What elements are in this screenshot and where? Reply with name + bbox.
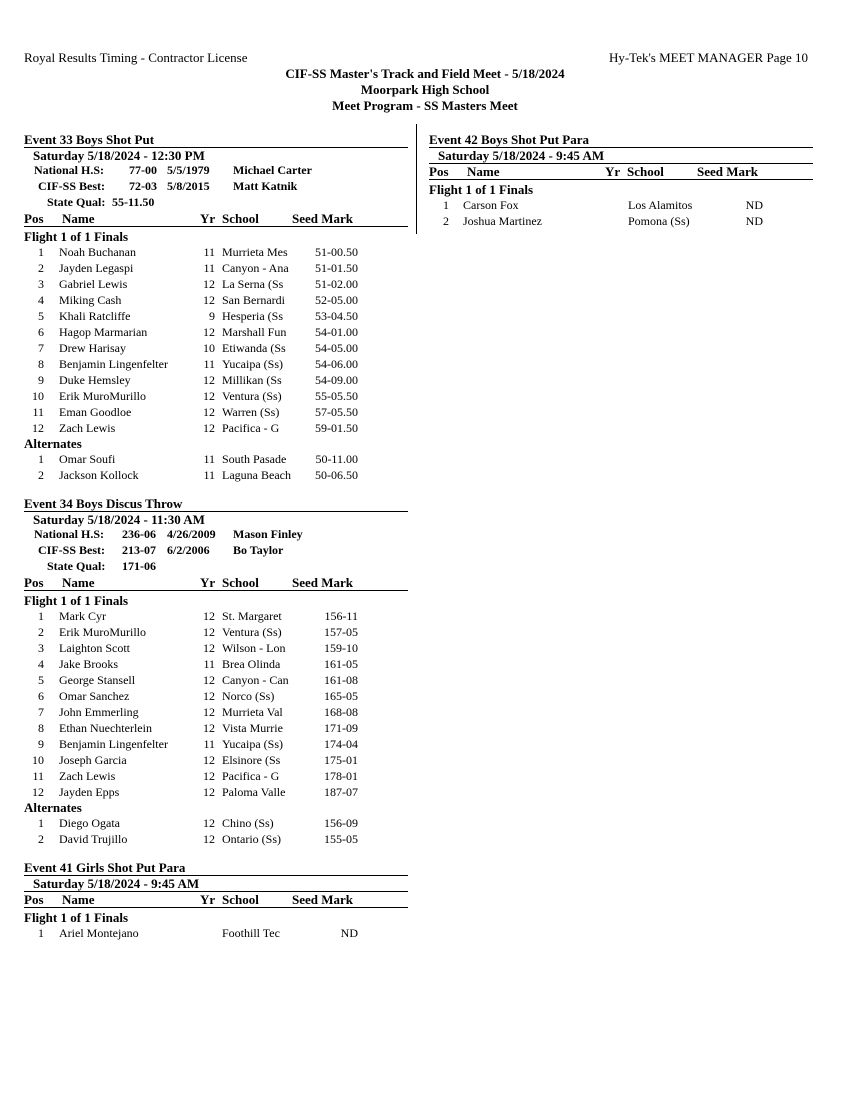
athlete-name: Zach Lewis bbox=[59, 769, 116, 783]
col-pos: Pos bbox=[24, 892, 44, 907]
athlete-year: 12 bbox=[203, 609, 215, 623]
seed-mark: 59-01.50 bbox=[315, 421, 358, 435]
seed-mark: 165-05 bbox=[324, 689, 358, 703]
athlete-year: 12 bbox=[203, 641, 215, 655]
column-header bbox=[429, 164, 813, 180]
record-label: National H.S: bbox=[34, 527, 105, 541]
event-42-section bbox=[429, 132, 813, 229]
seed-mark: 51-02.00 bbox=[315, 277, 358, 291]
event-title: Event 34 Boys Discus Throw bbox=[24, 496, 408, 512]
athlete-name: Benjamin Lingenfelter bbox=[59, 357, 168, 371]
athlete-name: Duke Hemsley bbox=[59, 373, 131, 387]
seed-mark: 161-08 bbox=[324, 673, 358, 687]
record-mark: 213-07 bbox=[122, 543, 156, 557]
athlete-year: 12 bbox=[203, 705, 215, 719]
seed-mark: 50-11.00 bbox=[315, 452, 358, 466]
entry-row bbox=[24, 720, 408, 736]
record-date: 6/2/2006 bbox=[167, 543, 210, 557]
col-yr: Yr bbox=[200, 575, 216, 590]
entry-pos: 2 bbox=[38, 468, 44, 482]
alternate-row bbox=[24, 815, 408, 831]
entry-row bbox=[24, 244, 408, 260]
entry-pos: 1 bbox=[38, 926, 44, 940]
entry-pos: 1 bbox=[38, 452, 44, 466]
seed-mark: 51-00.50 bbox=[315, 245, 358, 259]
record-row bbox=[24, 527, 408, 543]
school-name: Murrieta Mes bbox=[222, 245, 288, 259]
entry-pos: 11 bbox=[32, 405, 44, 419]
athlete-name: Ariel Montejano bbox=[59, 926, 139, 940]
entry-row bbox=[24, 260, 408, 276]
record-label: CIF-SS Best: bbox=[38, 543, 106, 557]
col-yr: Yr bbox=[605, 164, 621, 179]
entry-row bbox=[24, 276, 408, 292]
school-name: St. Margaret bbox=[222, 609, 282, 623]
event-date: Saturday 5/18/2024 - 12:30 PM bbox=[33, 148, 205, 163]
venue-title: Moorpark High School bbox=[360, 82, 490, 97]
athlete-year: 9 bbox=[209, 309, 215, 323]
athlete-name: Miking Cash bbox=[59, 293, 122, 307]
seed-mark: 54-09.00 bbox=[315, 373, 358, 387]
license-text: Royal Results Timing - Contractor License bbox=[24, 50, 248, 65]
athlete-name: Carson Fox bbox=[463, 198, 519, 212]
entry-row bbox=[24, 640, 408, 656]
athlete-year: 12 bbox=[203, 769, 215, 783]
school-name: Brea Olinda bbox=[222, 657, 281, 671]
col-name: Name bbox=[467, 164, 500, 179]
entry-pos: 12 bbox=[32, 785, 44, 799]
school-name: Paloma Valle bbox=[222, 785, 286, 799]
athlete-year: 12 bbox=[203, 689, 215, 703]
entry-pos: 8 bbox=[38, 721, 44, 735]
entry-row bbox=[24, 340, 408, 356]
school-name: Laguna Beach bbox=[222, 468, 291, 482]
school-name: Hesperia (Ss bbox=[222, 309, 283, 323]
record-row bbox=[24, 543, 408, 559]
entry-row bbox=[429, 197, 813, 213]
seed-mark: 53-04.50 bbox=[315, 309, 358, 323]
alternate-row bbox=[24, 831, 408, 847]
record-mark: 236-06 bbox=[122, 527, 156, 541]
seed-mark: 54-05.00 bbox=[315, 341, 358, 355]
record-mark: 77-00 bbox=[129, 163, 157, 177]
athlete-year: 12 bbox=[203, 421, 215, 435]
record-label: State Qual: bbox=[47, 195, 106, 209]
alternate-row bbox=[24, 451, 408, 467]
athlete-year: 12 bbox=[203, 785, 215, 799]
school-name: Chino (Ss) bbox=[222, 816, 274, 830]
event-34-section bbox=[24, 496, 408, 847]
entry-pos: 6 bbox=[38, 325, 44, 339]
athlete-year: 11 bbox=[203, 261, 215, 275]
flight-label: Flight 1 of 1 Finals bbox=[24, 910, 129, 925]
school-name: South Pasade bbox=[222, 452, 287, 466]
seed-mark: 57-05.50 bbox=[315, 405, 358, 419]
entry-row bbox=[24, 704, 408, 720]
athlete-year: 11 bbox=[203, 357, 215, 371]
record-label: State Qual: bbox=[47, 559, 106, 573]
col-school: School bbox=[627, 164, 664, 179]
seed-mark: 51-01.50 bbox=[315, 261, 358, 275]
record-row bbox=[24, 179, 408, 195]
school-name: Foothill Tec bbox=[222, 926, 280, 940]
athlete-name: Hagop Marmarian bbox=[59, 325, 148, 339]
school-name: Yucaipa (Ss) bbox=[222, 737, 283, 751]
record-holder: Bo Taylor bbox=[233, 543, 284, 557]
entry-pos: 2 bbox=[38, 832, 44, 846]
col-pos: Pos bbox=[24, 211, 44, 226]
column-header bbox=[24, 575, 408, 591]
event-title: Event 33 Boys Shot Put bbox=[24, 132, 408, 148]
entry-row bbox=[24, 672, 408, 688]
col-name: Name bbox=[62, 892, 95, 907]
athlete-year: 12 bbox=[203, 816, 215, 830]
athlete-name: Laighton Scott bbox=[59, 641, 130, 655]
entry-pos: 9 bbox=[38, 373, 44, 387]
school-name: Ontario (Ss) bbox=[222, 832, 281, 846]
col-seed: Seed Mark bbox=[292, 892, 354, 907]
record-holder: Mason Finley bbox=[233, 527, 303, 541]
school-name: Wilson - Lon bbox=[222, 641, 286, 655]
entry-pos: 2 bbox=[38, 625, 44, 639]
entry-row bbox=[24, 784, 408, 800]
record-row bbox=[24, 195, 408, 211]
record-row bbox=[24, 163, 408, 179]
athlete-year: 12 bbox=[203, 277, 215, 291]
entry-row bbox=[24, 420, 408, 436]
athlete-name: Omar Soufi bbox=[59, 452, 116, 466]
athlete-year: 11 bbox=[203, 737, 215, 751]
school-name: Canyon - Ana bbox=[222, 261, 289, 275]
record-holder: Michael Carter bbox=[233, 163, 312, 177]
entry-row bbox=[24, 372, 408, 388]
record-mark: 55-11.50 bbox=[112, 195, 155, 209]
record-date: 5/8/2015 bbox=[167, 179, 210, 193]
school-name: Elsinore (Ss bbox=[222, 753, 281, 767]
athlete-year: 11 bbox=[203, 657, 215, 671]
col-seed: Seed Mark bbox=[292, 211, 354, 226]
athlete-year: 12 bbox=[203, 405, 215, 419]
seed-mark: ND bbox=[340, 926, 358, 940]
seed-mark: ND bbox=[745, 198, 763, 212]
entry-pos: 6 bbox=[38, 689, 44, 703]
software-page-label: Hy-Tek's MEET MANAGER Page 10 bbox=[608, 50, 808, 65]
athlete-name: Erik MuroMurillo bbox=[59, 625, 146, 639]
athlete-name: Khali Ratcliffe bbox=[59, 309, 131, 323]
entry-row bbox=[24, 656, 408, 672]
event-date: Saturday 5/18/2024 - 11:30 AM bbox=[33, 512, 205, 527]
entry-pos: 7 bbox=[38, 341, 44, 355]
athlete-name: Zach Lewis bbox=[59, 421, 116, 435]
school-name: Canyon - Can bbox=[222, 673, 289, 687]
entry-pos: 3 bbox=[38, 641, 44, 655]
school-name: La Serna (Ss bbox=[222, 277, 284, 291]
record-date: 5/5/1979 bbox=[167, 163, 210, 177]
athlete-name: Jayden Legaspi bbox=[59, 261, 134, 275]
column-header bbox=[24, 892, 408, 908]
program-title: Meet Program - SS Masters Meet bbox=[332, 98, 518, 113]
col-seed: Seed Mark bbox=[697, 164, 759, 179]
seed-mark: 161-05 bbox=[324, 657, 358, 671]
school-name: Vista Murrie bbox=[222, 721, 283, 735]
seed-mark: 155-05 bbox=[324, 832, 358, 846]
school-name: San Bernardi bbox=[222, 293, 285, 307]
school-name: Millikan (Ss bbox=[222, 373, 282, 387]
entry-pos: 7 bbox=[38, 705, 44, 719]
entry-row bbox=[24, 688, 408, 704]
entry-pos: 5 bbox=[38, 673, 44, 687]
entry-row bbox=[24, 404, 408, 420]
athlete-name: Noah Buchanan bbox=[59, 245, 136, 259]
flight-label: Flight 1 of 1 Finals bbox=[24, 593, 129, 608]
entry-pos: 12 bbox=[32, 421, 44, 435]
col-name: Name bbox=[62, 575, 95, 590]
seed-mark: 171-09 bbox=[324, 721, 358, 735]
entry-row bbox=[24, 308, 408, 324]
seed-mark: 52-05.00 bbox=[315, 293, 358, 307]
school-name: Etiwanda (Ss bbox=[222, 341, 286, 355]
school-name: Norco (Ss) bbox=[222, 689, 275, 703]
entry-pos: 5 bbox=[38, 309, 44, 323]
flight-label: Flight 1 of 1 Finals bbox=[24, 229, 129, 244]
seed-mark: 187-07 bbox=[324, 785, 358, 799]
entry-pos: 1 bbox=[38, 245, 44, 259]
athlete-year: 12 bbox=[203, 373, 215, 387]
col-school: School bbox=[222, 575, 259, 590]
entry-pos: 2 bbox=[443, 214, 449, 228]
athlete-name: Jake Brooks bbox=[59, 657, 118, 671]
event-33-section bbox=[24, 132, 408, 483]
athlete-year: 12 bbox=[203, 721, 215, 735]
athlete-year: 12 bbox=[203, 753, 215, 767]
school-name: Pomona (Ss) bbox=[628, 214, 690, 228]
meet-title: CIF-SS Master's Track and Field Meet - 5/18/2024 bbox=[285, 66, 565, 81]
athlete-year: 12 bbox=[203, 389, 215, 403]
athlete-name: Diego Ogata bbox=[59, 816, 120, 830]
seed-mark: 54-01.00 bbox=[315, 325, 358, 339]
athlete-name: Erik MuroMurillo bbox=[59, 389, 146, 403]
entry-pos: 11 bbox=[32, 769, 44, 783]
seed-mark: 174-04 bbox=[324, 737, 358, 751]
entry-row bbox=[24, 925, 408, 941]
athlete-year: 12 bbox=[203, 673, 215, 687]
entry-row bbox=[24, 608, 408, 624]
school-name: Marshall Fun bbox=[222, 325, 287, 339]
athlete-name: Joseph Garcia bbox=[59, 753, 127, 767]
athlete-name: Jackson Kollock bbox=[59, 468, 139, 482]
seed-mark: 55-05.50 bbox=[315, 389, 358, 403]
col-yr: Yr bbox=[200, 892, 216, 907]
entry-pos: 4 bbox=[38, 293, 44, 307]
col-yr: Yr bbox=[200, 211, 216, 226]
event-41-section bbox=[24, 860, 408, 941]
entry-pos: 1 bbox=[443, 198, 449, 212]
athlete-year: 12 bbox=[203, 325, 215, 339]
alternate-row bbox=[24, 467, 408, 483]
entry-pos: 9 bbox=[38, 737, 44, 751]
entry-pos: 2 bbox=[38, 261, 44, 275]
athlete-year: 11 bbox=[203, 468, 215, 482]
athlete-name: Drew Harisay bbox=[59, 341, 126, 355]
athlete-name: Jayden Epps bbox=[59, 785, 120, 799]
entry-pos: 3 bbox=[38, 277, 44, 291]
athlete-name: Gabriel Lewis bbox=[59, 277, 128, 291]
school-name: Murrieta Val bbox=[222, 705, 283, 719]
athlete-year: 12 bbox=[203, 293, 215, 307]
school-name: Pacifica - G bbox=[222, 769, 280, 783]
column-header bbox=[24, 211, 408, 227]
entry-pos: 1 bbox=[38, 816, 44, 830]
flight-label: Flight 1 of 1 Finals bbox=[429, 182, 534, 197]
entry-row bbox=[24, 752, 408, 768]
record-mark: 171-06 bbox=[122, 559, 156, 573]
seed-mark: 156-09 bbox=[324, 816, 358, 830]
entry-pos: 1 bbox=[38, 609, 44, 623]
entry-pos: 8 bbox=[38, 357, 44, 371]
event-date: Saturday 5/18/2024 - 9:45 AM bbox=[24, 876, 408, 892]
school-name: Warren (Ss) bbox=[222, 405, 280, 419]
school-name: Yucaipa (Ss) bbox=[222, 357, 283, 371]
entry-pos: 10 bbox=[32, 753, 44, 767]
column-divider bbox=[416, 124, 417, 234]
athlete-name: David Trujillo bbox=[59, 832, 128, 846]
athlete-name: Omar Sanchez bbox=[59, 689, 130, 703]
athlete-name: Benjamin Lingenfelter bbox=[59, 737, 168, 751]
entry-row bbox=[24, 768, 408, 784]
school-name: Ventura (Ss) bbox=[222, 625, 282, 639]
seed-mark: ND bbox=[745, 214, 763, 228]
seed-mark: 157-05 bbox=[324, 625, 358, 639]
col-school: School bbox=[222, 892, 259, 907]
seed-mark: 54-06.00 bbox=[315, 357, 358, 371]
school-name: Ventura (Ss) bbox=[222, 389, 282, 403]
seed-mark: 168-08 bbox=[324, 705, 358, 719]
entry-pos: 4 bbox=[38, 657, 44, 671]
seed-mark: 178-01 bbox=[324, 769, 358, 783]
record-mark: 72-03 bbox=[129, 179, 157, 193]
record-row bbox=[24, 559, 408, 575]
col-pos: Pos bbox=[24, 575, 44, 590]
entry-row bbox=[24, 624, 408, 640]
athlete-name: Joshua Martinez bbox=[463, 214, 542, 228]
record-label: CIF-SS Best: bbox=[38, 179, 106, 193]
entry-row bbox=[24, 324, 408, 340]
entry-pos: 10 bbox=[32, 389, 44, 403]
col-seed: Seed Mark bbox=[292, 575, 354, 590]
alternates-label: Alternates bbox=[24, 800, 82, 815]
athlete-year: 11 bbox=[203, 245, 215, 259]
athlete-name: Mark Cyr bbox=[59, 609, 106, 623]
athlete-name: Ethan Nuechterlein bbox=[59, 721, 152, 735]
entry-row bbox=[24, 388, 408, 404]
entry-row bbox=[24, 736, 408, 752]
record-holder: Matt Katnik bbox=[233, 179, 298, 193]
seed-mark: 175-01 bbox=[324, 753, 358, 767]
athlete-year: 12 bbox=[203, 625, 215, 639]
entry-row bbox=[429, 213, 813, 229]
athlete-year: 10 bbox=[203, 341, 215, 355]
athlete-name: George Stansell bbox=[59, 673, 136, 687]
athlete-year: 11 bbox=[203, 452, 215, 466]
athlete-name: John Emmerling bbox=[59, 705, 139, 719]
seed-mark: 50-06.50 bbox=[315, 468, 358, 482]
record-label: National H.S: bbox=[34, 163, 105, 177]
event-title: Event 42 Boys Shot Put Para bbox=[429, 132, 813, 148]
school-name: Los Alamitos bbox=[628, 198, 693, 212]
seed-mark: 159-10 bbox=[324, 641, 358, 655]
entry-row bbox=[24, 292, 408, 308]
school-name: Pacifica - G bbox=[222, 421, 280, 435]
athlete-year: 12 bbox=[203, 832, 215, 846]
col-school: School bbox=[222, 211, 259, 226]
record-date: 4/26/2009 bbox=[167, 527, 216, 541]
entry-row bbox=[24, 356, 408, 372]
col-pos: Pos bbox=[429, 164, 449, 179]
seed-mark: 156-11 bbox=[324, 609, 358, 623]
col-name: Name bbox=[62, 211, 95, 226]
athlete-name: Eman Goodloe bbox=[59, 405, 132, 419]
alternates-label: Alternates bbox=[24, 436, 82, 451]
event-date: Saturday 5/18/2024 - 9:45 AM bbox=[429, 148, 813, 164]
event-title: Event 41 Girls Shot Put Para bbox=[24, 860, 408, 876]
